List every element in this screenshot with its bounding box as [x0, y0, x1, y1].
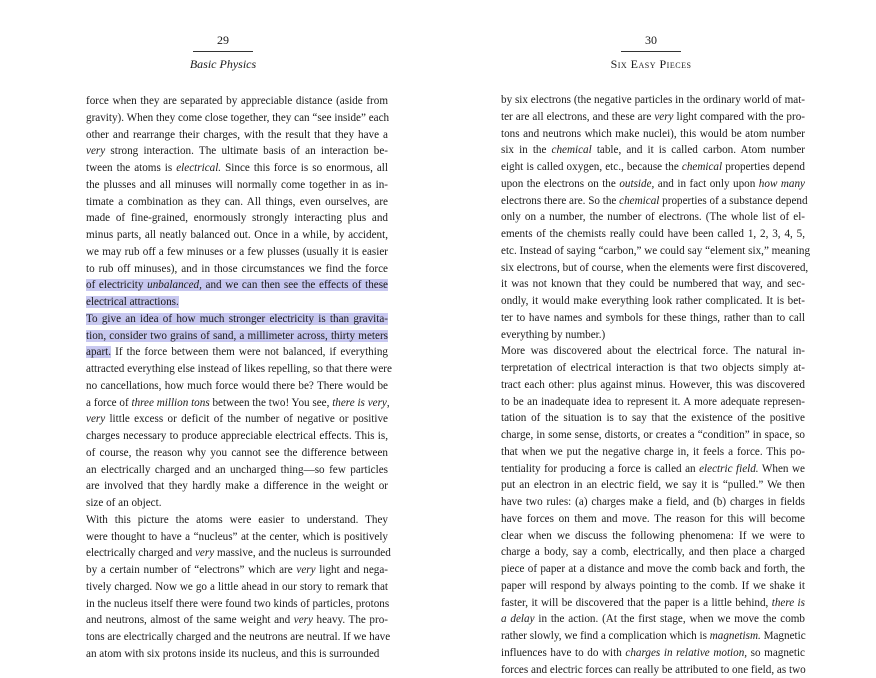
text-line: by six electrons (the negative particles in the ordinary world of mat-	[487, 92, 805, 109]
text-line: tively charged. Now we go a little ahead in our story to remark that	[72, 579, 388, 596]
text-line: tween the atoms is electrical. Since this force is so enormous, all	[72, 160, 388, 177]
text-line: ter to have names and symbols for these things, rather than to call	[487, 310, 805, 327]
text-line	[72, 328, 388, 345]
text-line: have forces on them and move. The reason for this will become	[487, 511, 805, 528]
text-line: made of fine-grained, enormously strongly interacting plus and	[72, 210, 388, 227]
text-line: ter are all electrons, and these are very light compared with the pro-	[487, 109, 805, 126]
paragraph	[72, 93, 388, 311]
text-line	[72, 294, 388, 311]
text-highlight: tion, consider two grains of sand, a millimeter across, thirty meters	[86, 330, 388, 342]
running-title: Six Easy Pieces	[486, 57, 816, 72]
text-line: eight is called oxygen, etc., because the chemical properties depend	[487, 159, 805, 176]
text-line: no cancellations, how much force would there be? There would be	[72, 378, 388, 395]
text-line: have two rules: (a) charges make a field, and (b) charges in fields	[487, 494, 805, 511]
text-line: terpretation of electrical interaction is that two objects simply at-	[487, 360, 805, 377]
text-line: tract each other: plus against minus. However, this was discovered	[487, 377, 805, 394]
text-line: charges necessary to produce appreciable electrical effects. This is,	[72, 428, 388, 445]
text-line: More was discovered about the electrical force. The natural in-	[487, 343, 805, 360]
text-line: charge, in some sense, distorts, or creates a “condition” in space, so	[487, 427, 805, 444]
text-line: electrons there are. So the chemical properties of a substance depend	[487, 193, 805, 210]
text-line: were thought to have a “nucleus” at the center, which is positively	[72, 529, 388, 546]
text-line: in the nucleus itself there were found two kinds of particles, protons	[72, 596, 388, 613]
text-line: forces and electric forces can really be attributed to one field, as two	[487, 662, 805, 678]
text-highlight: electrical attractions.	[86, 296, 179, 308]
running-title: Basic Physics	[58, 57, 388, 72]
text-line: rather slowly, we find a complication which is magnetism. Magnetic	[487, 628, 805, 645]
text-line: clear when we discuss the following phenomena: If we were to	[487, 528, 805, 545]
text-line: put an electron in an electric field, we say it is “pulled.” We then	[487, 477, 805, 494]
text-line: ondly, it would make everything look rather complicated. It is bet-	[487, 293, 805, 310]
text-line: everything by number.)	[487, 327, 805, 344]
text-highlight: To give an idea of how much stronger electricity is than gravita-	[86, 313, 388, 325]
text-line: influences have to do with charges in relative motion, so magnetic	[487, 645, 805, 662]
text-line: other and rearrange their charges, with the result that they have a	[72, 127, 388, 144]
text-line: apart. If the force between them were not balanced, if everything	[72, 344, 388, 361]
text-line: an electrically charged and an uncharged thing—so few particles	[72, 462, 388, 479]
text-line: and neutrons, almost of the same weight and very heavy. The pro-	[72, 612, 388, 629]
right-page-header	[486, 0, 816, 58]
text-line: to rub off minuses), and in those circumstances we find the force	[72, 261, 388, 278]
text-line: With this picture the atoms were easier to understand. They	[72, 512, 388, 529]
text-line: gravity). When they come close together, they can “see inside” each	[72, 110, 388, 127]
text-line: charge a body, say a comb, electrically, and then place a charged	[487, 544, 805, 561]
text-line: are involved that they hardly make a difference in the weight or	[72, 478, 388, 495]
text-line: tation of the situation is to say that the existence of the positive	[487, 410, 805, 427]
text-line: an atom with six protons inside its nucleus, and this is surrounded	[72, 646, 388, 663]
right-body-text[interactable]	[487, 92, 805, 678]
text-line: force when they are separated by appreciable distance (aside from	[72, 93, 388, 110]
text-line: size of an object.	[72, 495, 388, 512]
text-highlight: of electricity unbalanced, and we can then see the effects of these	[86, 279, 388, 291]
text-line: piece of paper at a distance and move the comb back and forth, the	[487, 561, 805, 578]
text-line: by a certain number of “electrons” which are very light and nega-	[72, 562, 388, 579]
text-line: electrically charged and very massive, and the nucleus is surrounded	[72, 545, 388, 562]
text-line: ements of the chemists really could have been called 1, 2, 3, 4, 5,	[487, 226, 805, 243]
text-line: faster, it will be discovered that the paper is a little behind, there is	[487, 595, 805, 612]
text-line: we may rub off a few minuses or a few plusses (usually it is easier	[72, 244, 388, 261]
text-line: a delay in the action. (At the first stage, when we move the comb	[487, 611, 805, 628]
paragraph	[487, 92, 805, 343]
paragraph	[72, 512, 388, 663]
text-line: the plusses and all minuses will normally come together in as in-	[72, 177, 388, 194]
left-page	[58, 0, 388, 58]
text-line: very strong interaction. The ultimate basis of an interaction be-	[72, 143, 388, 160]
text-line: of course, the reason why you cannot see the difference between	[72, 445, 388, 462]
text-line	[72, 277, 388, 294]
text-line: it was not known that they could be numbered that way, and sec-	[487, 276, 805, 293]
text-line	[72, 311, 388, 328]
text-line: six in the chemical table, and it is called carbon. Atom number	[487, 142, 805, 159]
text-line: that when we put the negative charge in, it feels a force. This po-	[487, 444, 805, 461]
page-number: 30	[621, 33, 681, 52]
text-line: to be an inadequate idea to represent it. A more adequate represen-	[487, 394, 805, 411]
text-line: a force of three million tons between the two! You see, there is very,	[72, 395, 388, 412]
page-number: 29	[193, 33, 253, 52]
text-line: tentiality for producing a force is called an electric field. When we	[487, 461, 805, 478]
text-line: only on a number, the number of electrons. (The whole list of el-	[487, 209, 805, 226]
text-line: six electrons, but of course, when the elements were first discovered,	[487, 260, 805, 277]
text-line: timate a combination as they can. All things, even ourselves, are	[72, 194, 388, 211]
text-line: very little excess or deficit of the number of negative or positive	[72, 411, 388, 428]
left-page-header	[58, 0, 388, 58]
text-line: etc. Instead of saying “carbon,” we could say “element six,” meaning	[487, 243, 805, 260]
text-line: tons are electrically charged and the neutrons are neutral. If we have	[72, 629, 388, 646]
left-body-text[interactable]	[72, 93, 388, 663]
text-highlight: apart.	[86, 346, 111, 358]
text-line: tons and neutrons which make nuclei), this would be atom number	[487, 126, 805, 143]
text-line: upon the electrons on the outside, and in fact only upon how many	[487, 176, 805, 193]
paragraph	[72, 311, 388, 512]
text-line: paper will respond by always pointing to the comb. If we shake it	[487, 578, 805, 595]
right-page	[486, 0, 816, 58]
text-line: attracted everything else instead of likes repelling, so that there were	[72, 361, 388, 378]
paragraph	[487, 343, 805, 678]
text-line: minus parts, all neatly balanced out. Once in a while, by accident,	[72, 227, 388, 244]
